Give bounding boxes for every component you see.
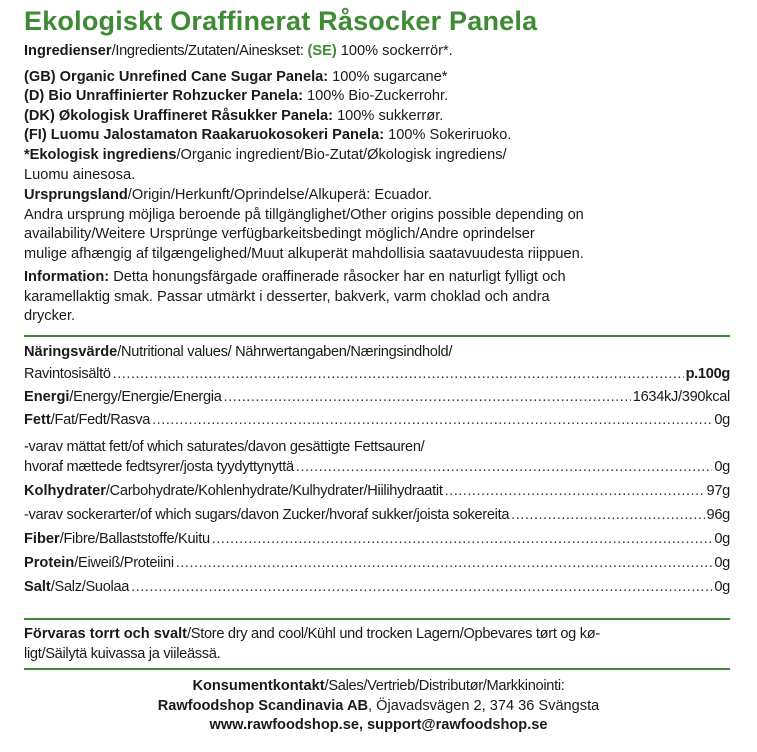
carbohydrate-translations: /Carbohydrate/Kohlenhydrate/Kulhydrater/Hiilihydraatit bbox=[105, 483, 443, 499]
carbohydrate-value: 97g bbox=[706, 483, 730, 499]
fibre-translations: /Fibre/Ballaststoffe/Kuitu bbox=[59, 531, 210, 547]
nutrition-row-fibre bbox=[24, 531, 730, 553]
leader-dots bbox=[131, 579, 712, 595]
leader-dots bbox=[152, 412, 712, 428]
saturates-line-1: -varav mättat fett/of which saturates/davon gesättigte Fettsauren/ bbox=[24, 439, 425, 455]
salt-label: Salt bbox=[24, 579, 51, 595]
origin-note-3: mulige afhængig af tilgængelighed/Muut alkuperät mahdollisia saatavuudesta riippuen. bbox=[24, 245, 584, 262]
nutrition-row-energy bbox=[24, 389, 730, 411]
information-section bbox=[24, 268, 742, 327]
sugars-value: 96g bbox=[706, 507, 730, 523]
energy-value: 1634kJ/390kcal bbox=[632, 389, 730, 405]
fat-value: 0g bbox=[714, 412, 730, 428]
storage-label: Förvaras torrt och svalt bbox=[24, 626, 188, 642]
origin-note-2: availability/Weitere Ursprünge verfügbarkeitsbedingt möglich/Andre oprindelser bbox=[24, 226, 535, 242]
se-ingredient-text: 100% sockerrör*. bbox=[340, 43, 453, 59]
ingredients-line-dk bbox=[24, 107, 742, 127]
saturates-line-2: hvoraf mættede fedtsyrer/josta tyydyttynyttä bbox=[24, 459, 294, 475]
ingredients-label: Ingredienser bbox=[24, 43, 112, 59]
fat-translations: /Fat/Fedt/Rasva bbox=[50, 412, 151, 428]
divider-top bbox=[24, 335, 730, 337]
fi-text: 100% Sokeriruoko. bbox=[388, 127, 512, 143]
fibre-label: Fiber bbox=[24, 531, 60, 547]
contact-section bbox=[0, 677, 757, 736]
gb-text: 100% sugarcane* bbox=[332, 68, 448, 85]
nutrition-row-salt bbox=[24, 579, 730, 601]
nutrition-row-fat bbox=[24, 412, 730, 434]
per-100g: p.100g bbox=[685, 366, 730, 382]
ingredients-label-translations: /Ingredients/Zutaten/Aineskset: bbox=[111, 43, 304, 59]
sugars-label: -varav sockerarter/of which sugars/davon Zucker/hvoraf sukker/joista sokereita bbox=[24, 507, 510, 523]
information-text-3: drycker. bbox=[24, 308, 76, 324]
salt-translations: /Salz/Suolaa bbox=[50, 579, 130, 595]
storage-section bbox=[24, 625, 742, 664]
saturates-value: 0g bbox=[714, 459, 730, 475]
leader-dots bbox=[176, 555, 713, 571]
ingredients-line-se bbox=[24, 42, 742, 62]
origin-text: /Origin/Herkunft/Oprindelse/Alkuperä: Ecuador. bbox=[127, 187, 432, 203]
fat-label: Fett bbox=[24, 412, 51, 428]
d-text: 100% Bio-Zuckerrohr. bbox=[307, 88, 449, 104]
storage-translations-2: ligt/Säilytä kuivassa ja viileässä. bbox=[24, 645, 221, 662]
company-address: , Öjavadsvägen 2, 374 36 Svängsta bbox=[368, 697, 600, 714]
leader-dots bbox=[445, 483, 705, 499]
protein-label: Protein bbox=[24, 555, 75, 571]
fi-name: (FI) Luomu Jalostamaton Raakaruokosokeri Panela: bbox=[24, 127, 385, 143]
nutrition-row-protein bbox=[24, 555, 730, 577]
ingredients-line-gb bbox=[24, 68, 742, 88]
organic-label: *Ekologisk ingrediens bbox=[24, 147, 177, 163]
contact-web-email: www.rawfoodshop.se, support@rawfoodshop.se bbox=[209, 717, 548, 733]
dk-text: 100% sukkerrør. bbox=[337, 107, 444, 124]
leader-dots bbox=[296, 459, 712, 475]
nutrition-row-sugars bbox=[24, 507, 730, 529]
se-code: (SE) bbox=[307, 43, 337, 59]
leader-dots bbox=[212, 531, 713, 547]
nutrition-header-translations: /Nutritional values/ Nährwertangaben/Næringsindhold/ bbox=[117, 344, 453, 360]
company-name: Rawfoodshop Scandinavia AB bbox=[157, 697, 369, 714]
origin-label: Ursprungsland bbox=[24, 187, 128, 203]
protein-translations: /Eiweiß/Proteiini bbox=[74, 555, 174, 571]
storage-translations-1: /Store dry and cool/Kühl und trocken Lagern/Opbevares tørt og kø- bbox=[187, 626, 600, 642]
origin-note-1: Andra ursprung möjliga beroende på tillgänglighet/Other origins possible depending on bbox=[24, 206, 584, 223]
d-name: (D) Bio Unraffinierter Rohzucker Panela: bbox=[24, 88, 303, 104]
leader-dots bbox=[511, 507, 704, 523]
organic-translations: /Organic ingredient/Bio-Zutat/Økologisk ingrediens/ bbox=[176, 147, 507, 163]
divider-middle bbox=[24, 618, 730, 620]
leader-dots bbox=[224, 389, 631, 405]
organic-section bbox=[24, 146, 742, 185]
dk-name: (DK) Økologisk Uraffineret Råsukker Panela: bbox=[24, 107, 333, 124]
information-label: Information: bbox=[24, 269, 110, 285]
nutrition-table bbox=[24, 342, 730, 604]
energy-translations: /Energy/Energie/Energia bbox=[69, 389, 222, 405]
contact-translations: /Sales/Vertrieb/Distributør/Markkinointi: bbox=[324, 678, 565, 694]
product-title: Ekologiskt Oraffinerat Råsocker Panela bbox=[24, 6, 538, 36]
protein-value: 0g bbox=[714, 555, 730, 571]
nutrition-row-carbohydrate bbox=[24, 483, 730, 505]
origin-section bbox=[24, 186, 742, 264]
nutrition-per-row bbox=[24, 366, 730, 388]
ingredients-line-d bbox=[24, 87, 742, 107]
information-text-1: Detta honungsfärgade oraffinerade råsocker har en naturligt fylligt och bbox=[113, 269, 566, 285]
energy-label: Energi bbox=[24, 389, 70, 405]
contact-label: Konsumentkontakt bbox=[192, 678, 325, 694]
carbohydrate-label: Kolhydrater bbox=[24, 483, 106, 499]
fibre-value: 0g bbox=[714, 531, 730, 547]
nutrition-row-saturates bbox=[24, 459, 730, 481]
gb-name: (GB) Organic Unrefined Cane Sugar Panela: bbox=[24, 68, 329, 85]
nutrition-header-label: Näringsvärde bbox=[24, 344, 118, 360]
divider-bottom bbox=[24, 668, 730, 670]
ingredients-section bbox=[24, 42, 742, 146]
organic-translations-2: Luomu ainesosa. bbox=[24, 166, 136, 183]
salt-value: 0g bbox=[714, 579, 730, 595]
information-text-2: karamellaktig smak. Passar utmärkt i desserter, bakverk, varm choklad och andra bbox=[24, 288, 550, 305]
ingredients-line-fi bbox=[24, 126, 742, 146]
nutrition-header bbox=[24, 344, 452, 360]
leader-dots bbox=[113, 366, 684, 382]
nutrition-header-line2: Ravintosisältö bbox=[24, 366, 111, 382]
